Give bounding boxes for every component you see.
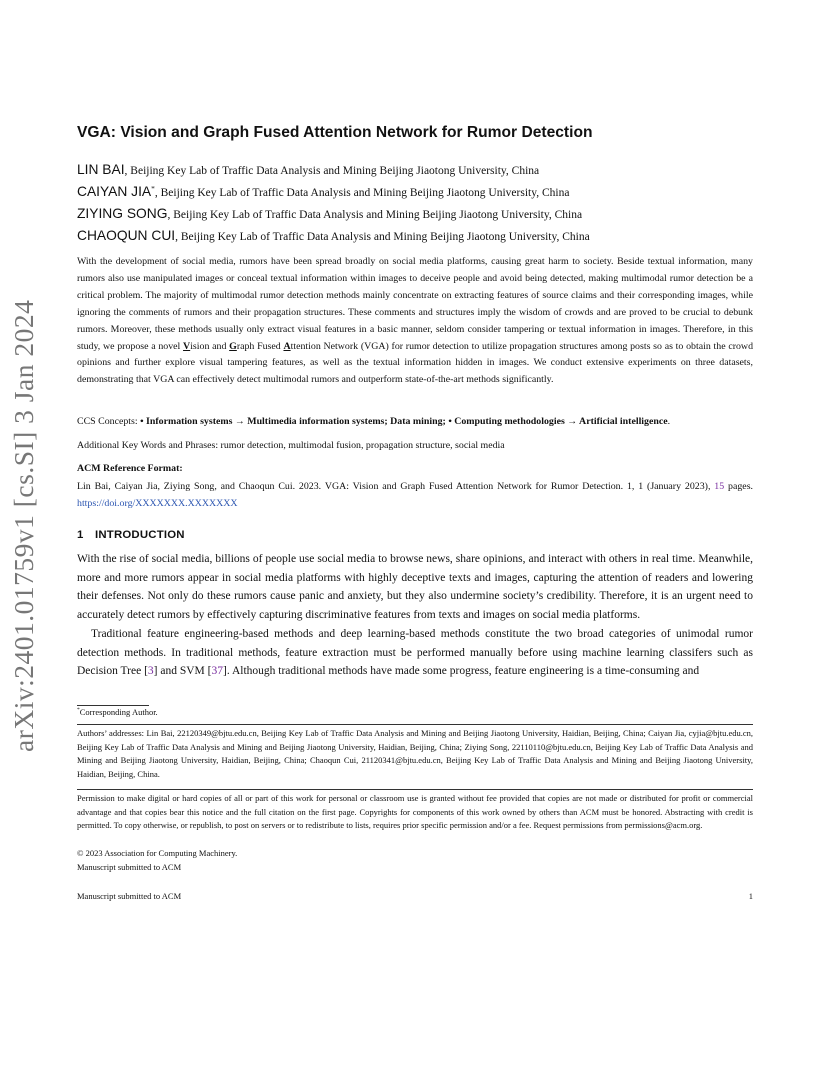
divider <box>77 789 753 790</box>
author-line <box>77 162 753 177</box>
section-heading: 1 INTRODUCTION <box>77 529 185 541</box>
manuscript-note: Manuscript submitted to ACM <box>77 862 182 872</box>
author-line <box>77 228 753 243</box>
author-affiliation: , Beijing Key Lab of Traffic Data Analysis and Mining Beijing Jiaotong University, China <box>167 209 583 221</box>
footnote-rule <box>77 705 149 706</box>
author-affiliation: , Beijing Key Lab of Traffic Data Analysis and Mining Beijing Jiaotong University, China <box>154 187 570 199</box>
author-affiliation: , Beijing Key Lab of Traffic Data Analysis and Mining Beijing Jiaotong University, China <box>175 231 590 243</box>
author-line <box>77 206 753 221</box>
doi-link[interactable]: https://doi.org/XXXXXXX.XXXXXXX <box>77 497 238 509</box>
arxiv-identifier: arXiv:2401.01759v1 [cs.SI] 3 Jan 2024 <box>8 299 39 752</box>
author-addresses: Authors’ addresses: Lin Bai, 22120349@bjtu.edu.cn, Beijing Key Lab of Traffic Data Analysis and Mining and Beijing Jiaotong University, Haidian, Beijing, China; Caiyan Jia, cyjia@bjtu.edu.cn, Beijing Key Lab of Traffic Data Analysis and Mining and Beijing Jiaotong University, Haidian, Beijing, China; Ziying Song, 22110110@bjtu.edu.cn, Beijing Key Lab of Traffic Data Analysis and Mining and Beijing Jiaotong University, Haidian, Beijing, China; Chaoqun Cui, 21120341@bjtu.edu.cn, Beijing Key Lab of Traffic Data Analysis and Mining and Beijing Jiaotong University, Haidian, Beijing, China. <box>77 728 753 779</box>
page-count-link[interactable]: 15 <box>714 481 725 492</box>
abstract: With the development of social media, rumors have been spread broadly on social media platforms, causing great harm to society. Beside textual information, many rumors also use manipulated images or conceal textual information within images to deceive people and avoid being detected, making multimodal rumor detection be a critical problem. The majority of multimodal rumor detection methods mainly concentrate on extracting features of source claims and their corresponding images, while ignoring the comments of rumors and their propagation structures. These comments and structures imply the wisdom of crowds and are proved to be crucial to debunk rumors. Moreover, these methods usually only extract visual features in a basic manner, seldom consider tampering or textual information in images. Therefore, in this study, we propose a novel Vision and Graph Fused Attention Network (VGA) for rumor detection to utilize propagation structures among posts so as to obtain the crowd opinions and further explore visual tampering features, as well as the textual information hidden in images. We conduct extensive experiments on three datasets, demonstrating that VGA can effectively detect multimodal rumors and outperform state-of-the-art methods significantly. <box>77 256 754 386</box>
page-footer <box>77 891 753 901</box>
copyright: © 2023 Association for Computing Machinery. <box>77 848 238 858</box>
author-line <box>77 184 753 199</box>
keywords: Additional Key Words and Phrases: rumor detection, multimodal fusion, propagation structure, social media <box>77 440 505 451</box>
footnote: *Corresponding Author. <box>77 707 158 717</box>
acm-reference-heading: ACM Reference Format: <box>77 463 183 474</box>
footer-text: Manuscript submitted to ACM <box>77 891 182 901</box>
author-name: ZIYING SONG <box>77 206 168 221</box>
author-affiliation: , Beijing Key Lab of Traffic Data Analysis and Mining Beijing Jiaotong University, China <box>124 165 540 177</box>
introduction-body <box>77 550 753 681</box>
paragraph: With the rise of social media, billions of people use social media to browse news, share opinions, and interact with others in real time. Meanwhile, more and more rumors appear in social media platforms with highly deceptive texts and images, capturing the attention of readers and lowering their defenses. Not only do these rumors cause panic and anxiety, but they also undermine society’s credibility. Therefore, it is an urgent need to accurately detect rumors by effectively capturing discriminative features from texts and images on social media platforms. <box>77 553 753 622</box>
ccs-concepts: CCS Concepts: • Information systems → Multimedia information systems; Data mining; • Computing methodologies → Artificial intelligence. <box>77 416 671 427</box>
citation-link[interactable]: 3 <box>147 665 154 678</box>
acm-reference: Lin Bai, Caiyan Jia, Ziying Song, and Chaoqun Cui. 2023. VGA: Vision and Graph Fused Attention Network for Rumor Detection. 1, 1 (January 2023), 15 pages. https://doi.org/XXXXXXX.XXXXXXX <box>77 481 753 509</box>
page-number: 1 <box>748 891 753 901</box>
divider <box>77 724 753 725</box>
author-name: CAIYAN JIA <box>77 184 152 199</box>
author-name: CHAOQUN CUI <box>77 228 176 243</box>
paper-title: VGA: Vision and Graph Fused Attention Network for Rumor Detection <box>77 124 593 141</box>
permission-notice: Permission to make digital or hard copies of all or part of this work for personal or classroom use is granted without fee provided that copies are not made or distributed for profit or commercial advantage and that copies bear this notice and the full citation on the first page. Copyrights for components of this work owned by others than ACM must be honored. Abstracting with credit is permitted. To copy otherwise, or republish, to post on servers or to redistribute to lists, requires prior specific permission and/or a fee. Request permissions from permissions@acm.org. <box>77 793 753 830</box>
paragraph: Traditional feature engineering-based methods and deep learning-based methods constitute the two broad categories of unimodal rumor detection methods. In traditional methods, feature extraction must be performed manually before using machine learning classifers such as Decision Tree [3] and SVM [37]. Although traditional methods have made some progress, feature engineering is a time-consuming and <box>77 627 753 678</box>
corresponding-mark: * <box>151 184 155 194</box>
author-name: LIN BAI <box>77 162 125 177</box>
citation-link[interactable]: 37 <box>211 665 223 678</box>
